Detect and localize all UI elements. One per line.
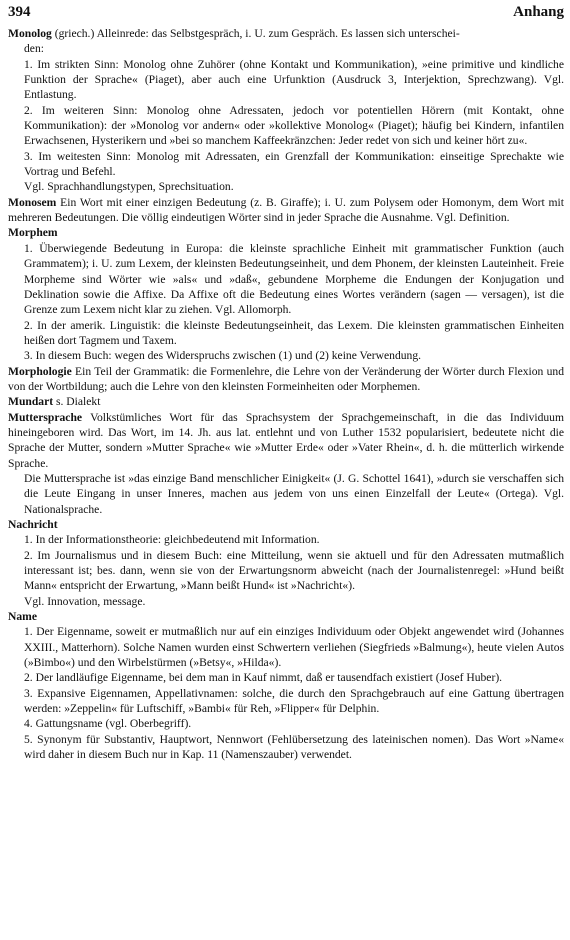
entry-paragraph: 2. Im weiteren Sinn: Monolog ohne Adressaten, jedoch vor potentiellen Hörern (mit Kontakt, ohne Kommunikation): der »Monolog vor andern« oder »kollektive Monolog« (Piaget); häufig bei Kindern, infantilen Erwachsenen, Hysterikern und »bei so manchem Kaffeekränzchen: Jeder redet von sich und keiner hört zu«. [24, 103, 564, 148]
entry-first-line [8, 517, 564, 532]
entry-body [8, 624, 564, 762]
entry-first-line [8, 225, 564, 240]
entry-definition: (griech.) Alleinrede: das Selbstgespräch, i. U. zum Gespräch. Es lassen sich unterschei- [54, 27, 460, 40]
entry-paragraph: 2. Der landläufige Eigenname, bei dem man in Kauf nimmt, daß er tausendfach existiert (Josef Huber). [24, 671, 503, 685]
entry-paragraph: Vgl. Innovation, message. [24, 594, 146, 608]
glossary-entry [8, 26, 564, 195]
headword: Muttersprache [8, 410, 83, 424]
page-number: 394 [8, 4, 31, 20]
entry-paragraph: 4. Gattungsname (vgl. Oberbegriff). [24, 717, 192, 731]
entry-body [8, 532, 564, 609]
entry-definition: Volkstümliches Wort für das Sprachsystem der Sprachgemeinschaft, in die das Individuum hineingeboren wird. Das Wort, im 14. Jh. aus lat. entlehnt und von Luther 1532 popularisiert, bedeutete nicht die Sprache der Mutter, sondern »Mutter Sprache« wie »Mutter Erde« oder »Vater Rhein«, d. h. die mütterlich wirkende Sprache. [8, 410, 564, 470]
entry-first-line [8, 609, 564, 624]
headword: Morphologie [8, 364, 72, 378]
entry-paragraph: 1. Im strikten Sinn: Monolog ohne Zuhörer (ohne Kontakt und Kommunikation), »eine primitive und kindliche Funktion der Sprache« (Piaget), aber auch eine Urfunktion (Ausdruck 3, Interjektion, Sprechzwang). Vgl. Entlastung. [24, 57, 564, 102]
glossary-entry [8, 195, 564, 226]
entry-first-line [8, 195, 564, 226]
entry-first-line [8, 394, 564, 409]
headword: Monolog [8, 27, 52, 40]
entry-paragraph: Vgl. Sprachhandlungstypen, Sprechsituation. [24, 180, 234, 194]
entry-definition: Ein Wort mit einer einzigen Bedeutung (z. B. Giraffe); i. U. zum Polysem oder Homonym, dem Wort mit mehreren Bedeutungen. Die völlig eindeutigen Wörter sind in jeder Sprache die Ausnahme. Vgl. Definition. [8, 195, 564, 225]
entry-first-line [8, 410, 564, 471]
glossary-entry [8, 364, 564, 395]
glossary-entry [8, 225, 564, 363]
entry-paragraph: den: [24, 42, 44, 56]
entry-body [8, 41, 564, 194]
glossary-entry [8, 394, 564, 409]
entry-paragraph: 1. In der Informationstheorie: gleichbedeutend mit Information. [24, 533, 320, 547]
entry-paragraph: 3. Im weitesten Sinn: Monolog mit Adressaten, ein Grenzfall der Kommunikation: einseitige Sprechakte wie Vortrag und Befehl. [24, 149, 564, 179]
glossary-entry [8, 517, 564, 609]
entry-paragraph: 3. In diesem Buch: wegen des Widerspruchs zwischen (1) und (2) keine Verwendung. [24, 349, 422, 363]
page-header [8, 0, 564, 26]
entry-paragraph: 5. Synonym für Substantiv, Hauptwort, Nennwort (Fehlübersetzung des lateinischen nomen). Das Wort »Name« wird daher in diesem Buch nur in Kap. 11 (Namenszauber) verwendet. [24, 732, 564, 762]
entry-paragraph: Die Muttersprache ist »das einzige Band menschlicher Einigkeit« (J. G. Schottel 1641), »durch sie verschaffen sich die Leute Eingang in unser Inneres, machen aus jedem von uns einen Einzelfall der Leute« (Ortega). Vgl. Nationalsprache. [24, 471, 564, 516]
entry-first-line [8, 364, 564, 395]
section-title: Anhang [513, 4, 564, 20]
entry-paragraph: 1. Überwiegende Bedeutung in Europa: die kleinste sprachliche Einheit mit grammatischer Funktion (auch Grammatem); i. U. zum Lexem, der kleinsten Bedeutungseinheit, und dem Phonem, der kleinsten Lauteinheit. Freie Morpheme sind Wörter wie »als« und »daß«, gebundene Morpheme die Endungen der Konjugation und Deklination sowie die Affixe. Da Affixe oft die Bedeutung eines Wortes verändern (sagen — versagen), ist die Grenze zum Lexem nicht klar zu ziehen. Vgl. Allomorph. [24, 241, 564, 317]
headword: Name [8, 610, 37, 624]
headword: Nachricht [8, 518, 58, 531]
entry-definition: Ein Teil der Grammatik: die Formenlehre, die Lehre von der Veränderung der Wörter durch Flexion und von der Wortbildung; auch die Lehre von den kleinsten Formeinheiten oder Morphemen. [8, 364, 564, 393]
entry-first-line [8, 26, 564, 41]
entry-body [8, 241, 564, 364]
glossary-entry [8, 410, 564, 517]
entry-paragraph: 3. Expansive Eigennamen, Appellativnamen: solche, die durch den Sprachgebrauch auf eine Gattung übertragen werden: »Zeppelin« für Luftschiff, »Bambi« für Reh, »Flipper« für Delphin. [24, 686, 564, 716]
headword: Monosem [8, 195, 57, 209]
entry-paragraph: 2. In der amerik. Linguistik: die kleinste Bedeutungseinheit, das Lexem. Die kleinsten grammatischen Einheiten heißen dort Tagmem und Taxem. [24, 318, 564, 347]
entry-body [8, 471, 564, 517]
glossary-entry [8, 609, 564, 762]
entry-paragraph: 2. Im Journalismus und in diesem Buch: eine Mitteilung, wenn sie aktuell und für den Adressaten mutmaßlich interessant ist; bes. dann, wenn sie von der Erwartungsnorm abweicht (nach der Journalistenregel: »Hund beißt Mann« entspricht der Erwartung, »Mann beißt Hund« ist »Nachricht«). [24, 548, 564, 593]
headword: Mundart [8, 395, 54, 409]
headword: Morphem [8, 226, 58, 240]
entry-paragraph: 1. Der Eigenname, soweit er mutmaßlich nur auf ein einziges Individuum oder Objekt angewendet wird (Johannes XXIII., Matterhorn). Solche Namen wurden einst Schwertern verliehen (Siegfrieds »Balmung«), heute vielen Autos (»Bimbo«) und den Wirbelstürmen (»Betsy«, »Hilda«). [24, 625, 564, 670]
entry-definition: s. Dialekt [56, 395, 101, 409]
glossary-entries [8, 26, 564, 763]
